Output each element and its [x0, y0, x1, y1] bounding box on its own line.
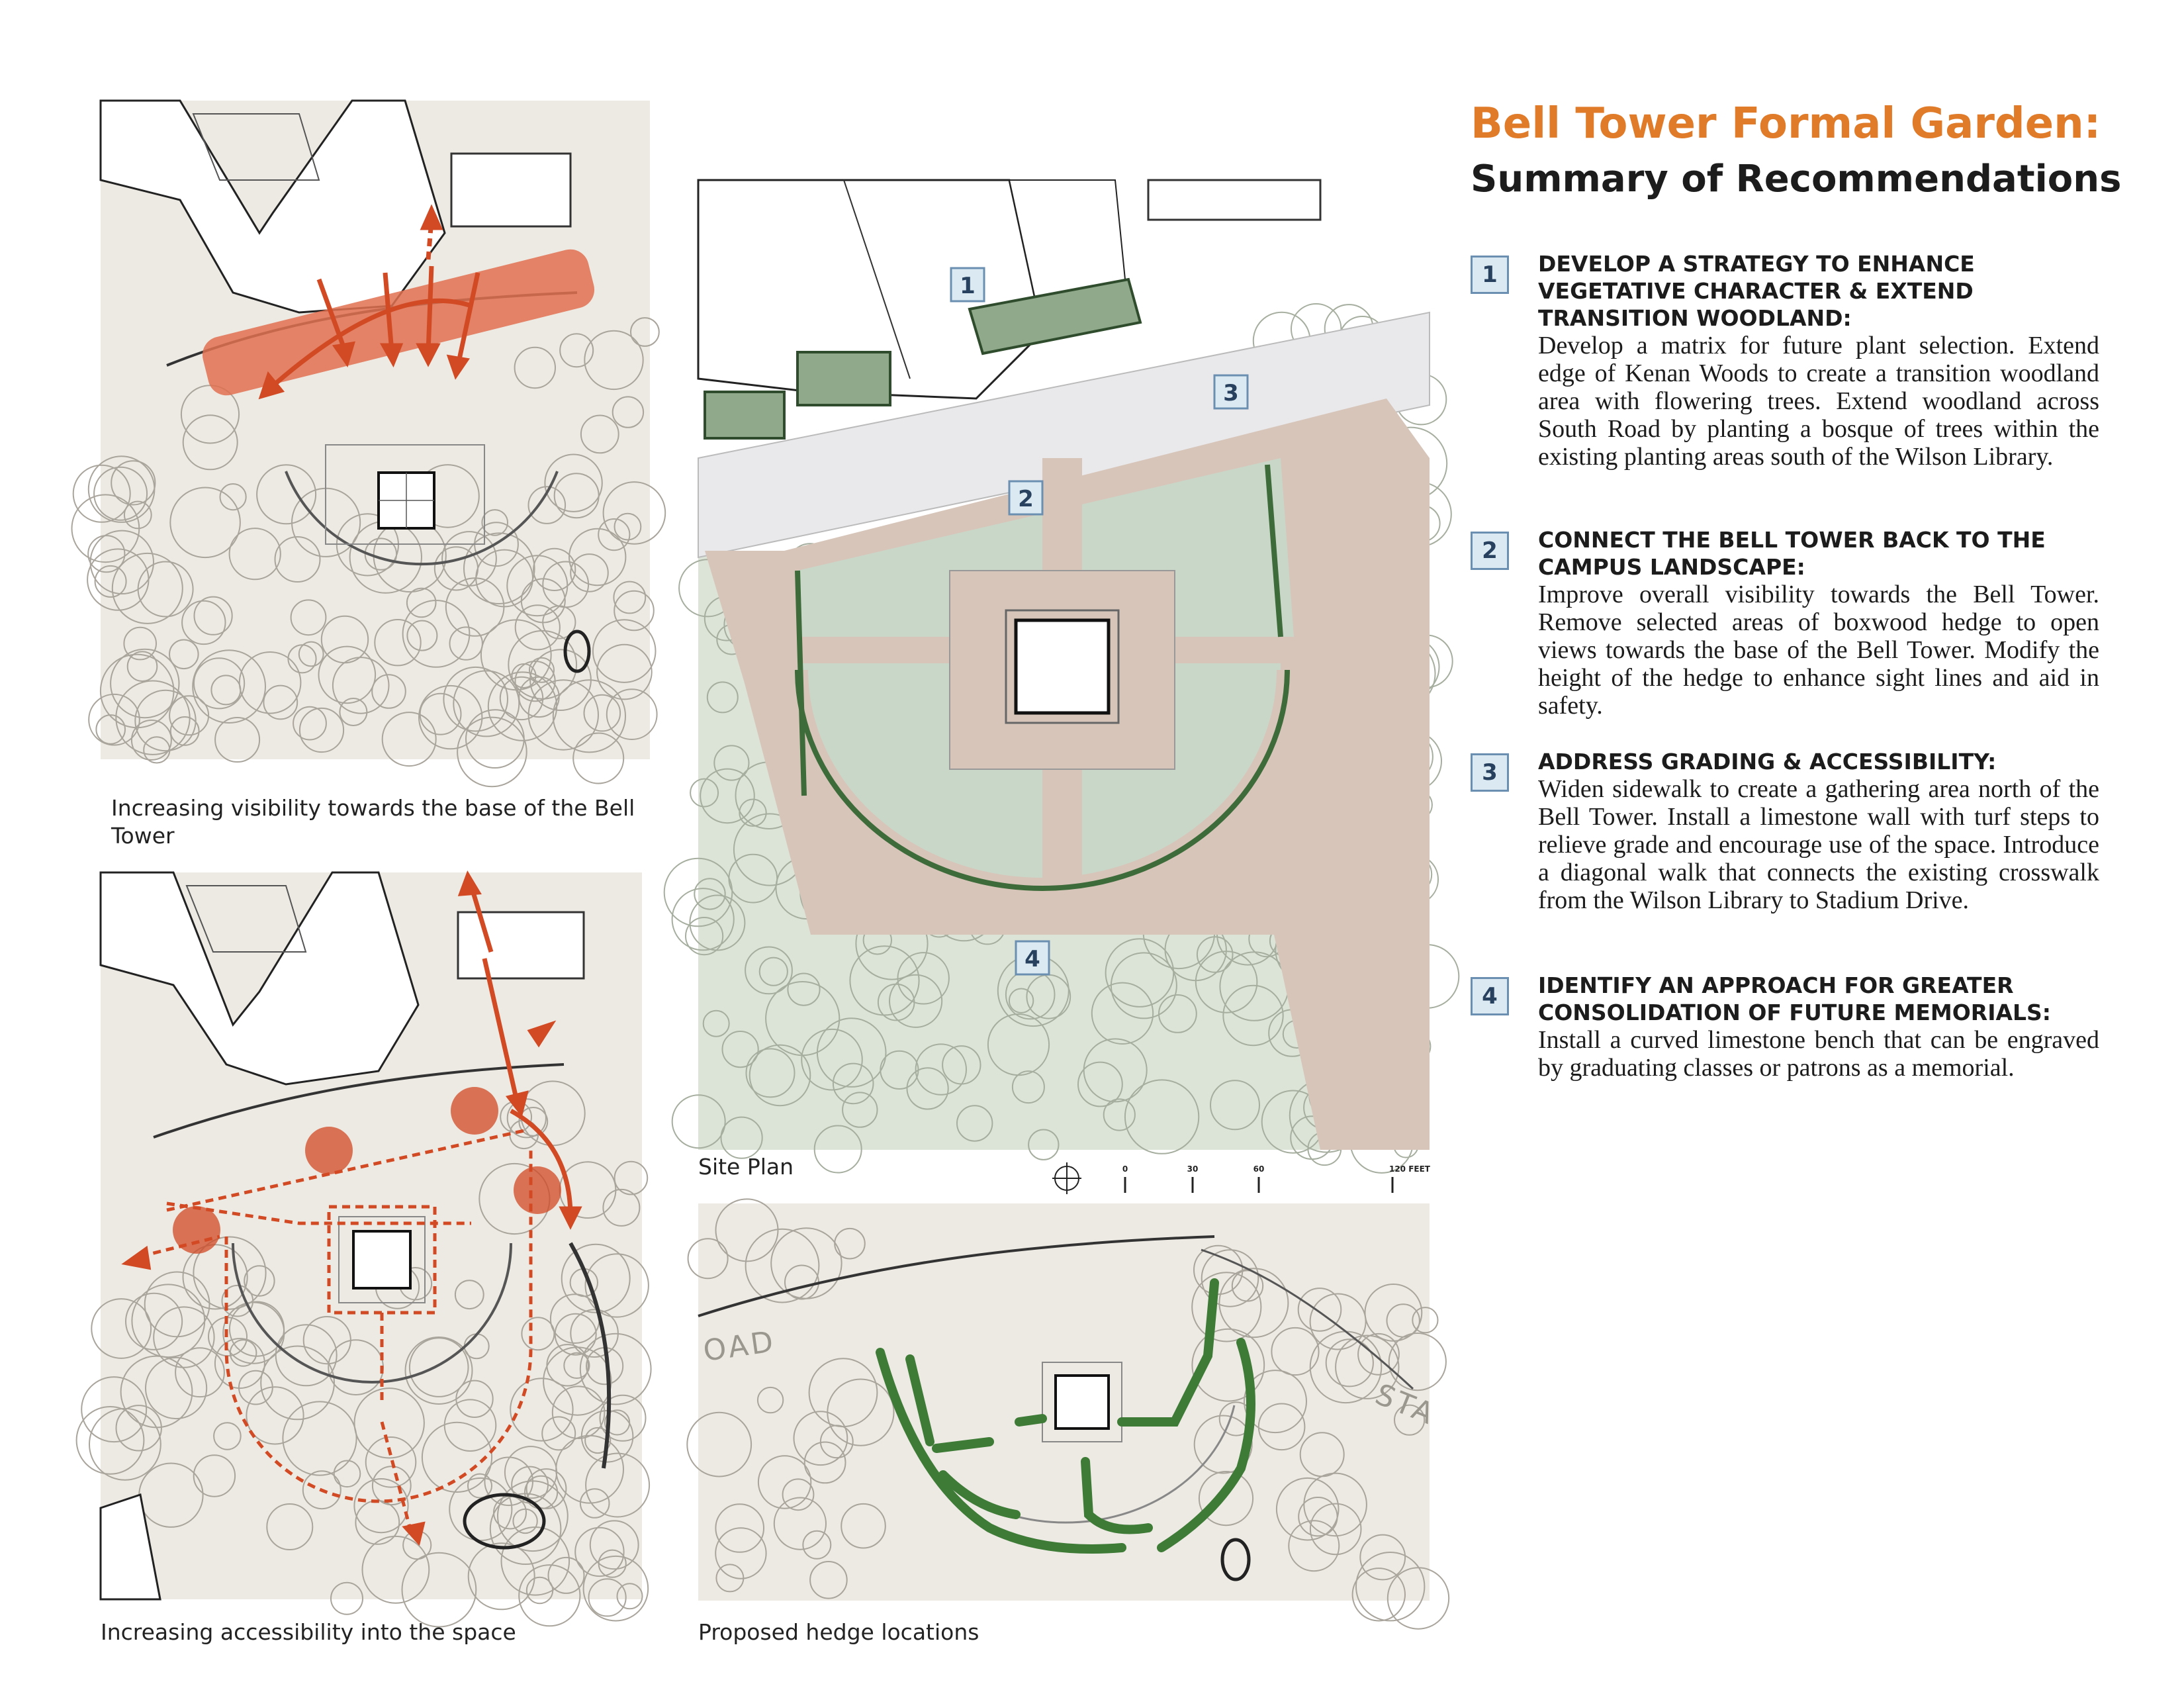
caption-hedge: Proposed hedge locations	[698, 1619, 979, 1645]
north-arrow-icon	[1052, 1162, 1081, 1194]
recommendation-heading: IDENTIFY AN APPROACH FOR GREATER CONSOLIDATION OF FUTURE MEMORIALS:	[1538, 972, 2052, 1025]
recommendation-3	[1471, 748, 2099, 914]
recommendation-heading: CONNECT THE BELL TOWER BACK TO THE CAMPUS LANDSCAPE:	[1538, 527, 2046, 580]
recommendation-number: 3	[1471, 753, 1509, 792]
recommendation-body: Improve overall visibility towards the Bell Tower. Remove selected areas of boxwood hedge to open views towards the base of the Bell Tower. Modify the height of the hedge to enhance sight lines and aid in safety.	[1538, 581, 2099, 720]
recommendation-number: 1	[1471, 256, 1509, 294]
parking-building	[451, 154, 570, 226]
bell-tower-icon	[1016, 620, 1109, 713]
scale-tick-60: 60	[1253, 1164, 1265, 1174]
stadium-drive-label: STA	[1370, 1377, 1441, 1432]
recommendation-number: 2	[1471, 532, 1509, 570]
recommendation-body: Install a curved limestone bench that can be engraved by graduating classes or patrons as a memorial.	[1538, 1026, 2099, 1082]
caption-accessibility: Increasing accessibility into the space	[101, 1619, 516, 1645]
recommendation-body: Develop a matrix for future plant selection. Extend edge of Kenan Woods to create a transition woodland area with flowering trees. Extend woodland across South Road by planting a bosque of trees within the existing planting areas south of the Wilson Library.	[1538, 332, 2099, 471]
marker-3-label: 3	[1223, 380, 1239, 406]
site-plan	[698, 180, 1430, 1150]
parking-building	[458, 912, 584, 978]
page-subtitle: Summary of Recommendations	[1471, 158, 2122, 201]
caption-site-plan: Site Plan	[698, 1154, 794, 1180]
accessibility-map-svg	[101, 872, 642, 1599]
recommendation-body: Widen sidewalk to create a gathering area north of the Bell Tower. Install a limestone wall with turf steps to relieve grade and encourage use of the space. Introduce a diagonal walk that connects the existing crosswalk from the Wilson Library to Stadium Drive.	[1538, 775, 2099, 914]
recommendation-heading: DEVELOP A STRATEGY TO ENHANCE VEGETATIVE CHARACTER & EXTEND TRANSITION WOODLAND:	[1538, 251, 1975, 331]
marker-2-label: 2	[1018, 486, 1034, 512]
scale-tick-30: 30	[1187, 1164, 1199, 1174]
scale-tick-120: 120 FEET	[1388, 1164, 1431, 1174]
scale-tick-0: 0	[1122, 1164, 1128, 1174]
marker-4-label: 4	[1024, 946, 1040, 972]
scale-bar	[1052, 1158, 1430, 1198]
hedge-diagram	[698, 1203, 1441, 1601]
site-plan-svg	[698, 180, 1430, 1150]
bell-tower-icon	[1056, 1376, 1109, 1429]
road-label: OAD	[701, 1325, 778, 1368]
hedge-map-svg	[698, 1203, 1441, 1601]
visibility-diagram	[101, 101, 650, 759]
bell-tower-icon	[353, 1231, 410, 1288]
accessibility-diagram	[101, 872, 642, 1599]
page-title: Bell Tower Formal Garden:	[1471, 99, 2101, 148]
caption-visibility: Increasing visibility towards the base of the Bell Tower	[111, 795, 635, 849]
recommendation-2	[1471, 526, 2099, 720]
recommendation-heading: ADDRESS GRADING & ACCESSIBILITY:	[1538, 749, 1997, 774]
recommendation-number: 4	[1471, 977, 1509, 1015]
north-building	[1148, 180, 1320, 220]
recommendation-4	[1471, 972, 2099, 1082]
visibility-map-svg	[101, 101, 650, 759]
recommendation-1	[1471, 250, 2099, 471]
marker-1-label: 1	[960, 273, 976, 299]
